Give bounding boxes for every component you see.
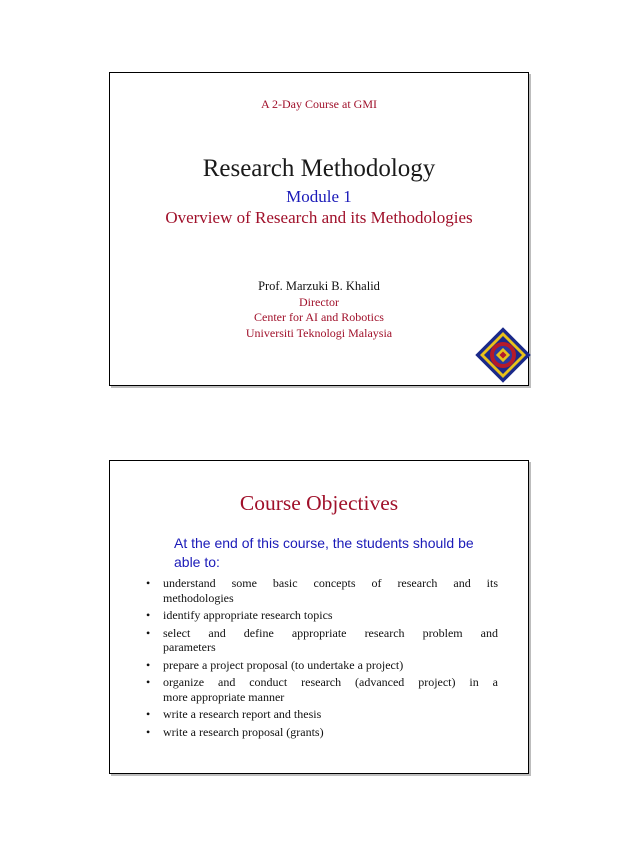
university-crest-icon bbox=[475, 327, 531, 383]
bullet-icon: • bbox=[146, 724, 151, 739]
presenter-university: Universiti Teknologi Malaysia bbox=[245, 326, 393, 340]
list-item bbox=[146, 675, 498, 704]
module-label: Module 1 bbox=[286, 187, 352, 206]
list-item-text: write a research report and thesis bbox=[163, 707, 322, 721]
slide-2-objectives bbox=[109, 460, 529, 774]
bullet-icon: • bbox=[146, 608, 151, 622]
slide-1-title bbox=[109, 72, 529, 386]
list-item bbox=[146, 658, 498, 673]
list-item bbox=[146, 725, 498, 740]
objectives-title: Course Objectives bbox=[239, 491, 399, 515]
list-item-text: identify appropriate research topics bbox=[163, 608, 333, 622]
presenter-center: Center for AI and Robotics bbox=[254, 310, 384, 324]
list-item-text: organize and conduct research (advanced project) in a bbox=[163, 675, 498, 689]
list-item bbox=[146, 626, 498, 655]
bullet-icon: • bbox=[146, 625, 151, 640]
list-item-text: more appropriate manner bbox=[163, 689, 285, 704]
list-item-text: select and define appropriate research problem and bbox=[163, 625, 498, 640]
list-item-text: write a research proposal (grants) bbox=[163, 724, 324, 739]
bullet-icon: • bbox=[146, 675, 151, 689]
list-item-text: methodologies bbox=[163, 590, 234, 605]
intro-line: able to: bbox=[174, 554, 220, 570]
list-item bbox=[146, 576, 498, 605]
list-item-text: prepare a project proposal (to undertake a project) bbox=[163, 657, 404, 672]
list-item bbox=[146, 707, 498, 722]
bullet-icon: • bbox=[146, 576, 151, 590]
presenter-role: Director bbox=[299, 295, 339, 309]
objectives-intro bbox=[174, 534, 504, 572]
list-item-text: parameters bbox=[163, 640, 216, 654]
slide-subtitle: Overview of Research and its Methodologies bbox=[165, 208, 473, 227]
slide-title: Research Methodology bbox=[202, 155, 436, 182]
intro-line: At the end of this course, the students should be bbox=[174, 535, 474, 551]
bullet-icon: • bbox=[146, 707, 151, 721]
bullet-icon: • bbox=[146, 657, 151, 672]
presenter-name: Prof. Marzuki B. Khalid bbox=[258, 279, 380, 293]
course-kicker: A 2-Day Course at GMI bbox=[261, 97, 377, 111]
list-item-text: understand some basic concepts of research and its bbox=[163, 576, 498, 590]
objectives-list bbox=[146, 576, 498, 742]
list-item bbox=[146, 608, 498, 623]
